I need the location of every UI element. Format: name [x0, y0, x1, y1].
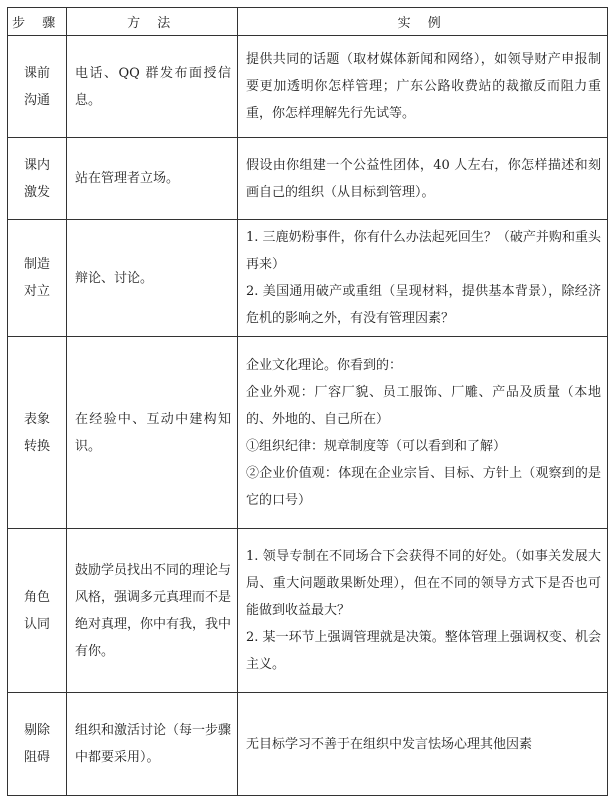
table-header-row — [8, 8, 608, 36]
step-label-line: 角色 — [23, 589, 50, 605]
teaching-methods-table — [7, 7, 608, 796]
example-paragraph: ①组织纪律：规章制度等（可以看到和了解） — [246, 438, 507, 454]
method-cell: 组织和激活讨论（每一步骤中都要采用）。 — [67, 693, 238, 796]
header-example: 实 例 — [238, 8, 608, 36]
step-label-line: 课前 — [23, 65, 50, 81]
table-row — [8, 36, 608, 138]
example-cell — [238, 220, 608, 337]
example-paragraph: 1. 三鹿奶粉事件，你有什么办法起死回生？（破产并购和重头再来） — [246, 230, 601, 272]
step-label-line: 表象 — [23, 411, 50, 427]
method-cell: 辩论、讨论。 — [67, 220, 238, 337]
step-label-line: 转换 — [23, 438, 50, 454]
table-row — [8, 529, 608, 693]
method-cell: 站在管理者立场。 — [67, 138, 238, 220]
step-label-line: 激发 — [23, 184, 50, 200]
example-paragraph: 2. 某一环节上强调管理就是决策。整体管理上强调权变、机会主义。 — [246, 630, 601, 672]
table-row — [8, 138, 608, 220]
example-paragraph: 企业外观：厂容厂貌、员工服饰、厂雕、产品及质量（本地的、外地的、自己所在） — [246, 384, 601, 427]
example-cell — [238, 36, 608, 138]
table-row — [8, 337, 608, 529]
table-row — [8, 693, 608, 796]
step-cell — [8, 138, 67, 220]
step-label-line: 对立 — [23, 284, 50, 299]
method-cell: 在经验中、互动中建构知识。 — [67, 337, 238, 529]
example-paragraph: 2. 美国通用破产或重组（呈现材料，提供基本背景），除经济危机的影响之外，有没有管理因素？ — [246, 284, 601, 326]
header-step: 步 骤 — [8, 8, 67, 36]
step-label-line: 阻碍 — [23, 750, 50, 765]
example-paragraph: 1. 领导专制在不同场合下会获得不同的好处。（如事关发展大局、重大问题敢果断处理），但在不同的领导方式下是否也可能做到收益最大？ — [246, 549, 601, 618]
example-paragraph: 企业文化理论。你看到的： — [246, 357, 403, 373]
step-label-line: 认同 — [23, 616, 50, 632]
example-paragraph: 提供共同的话题（取材媒体新闻和网络），如领导财产申报制要更加透明你怎样管理；广东公路收费站的裁撤反而阻力重重，你怎样理解先行先试等。 — [246, 52, 601, 121]
step-label-line: 制造 — [23, 257, 50, 272]
table-row — [8, 220, 608, 337]
method-cell: 鼓励学员找出不同的理论与风格，强调多元真理而不是绝对真理，你中有我，我中有你。 — [67, 529, 238, 693]
example-paragraph: ②企业价值观：体现在企业宗旨、目标、方针上（观察到的是它的口号） — [246, 465, 601, 508]
step-cell — [8, 529, 67, 693]
step-label-line: 剔除 — [23, 723, 50, 738]
step-cell — [8, 220, 67, 337]
step-cell — [8, 36, 67, 138]
step-cell — [8, 693, 67, 796]
step-label-line: 沟通 — [23, 92, 50, 108]
example-cell — [238, 337, 608, 529]
header-method: 方 法 — [67, 8, 238, 36]
example-cell — [238, 693, 608, 796]
step-cell — [8, 337, 67, 529]
example-paragraph: 假设由你组建一个公益性团体，40 人左右，你怎样描述和刻画自己的组织（从目标到管理）。 — [246, 157, 601, 200]
step-label-line: 课内 — [23, 157, 50, 173]
example-cell — [238, 138, 608, 220]
method-cell: 电话、QQ 群发布面授信息。 — [67, 36, 238, 138]
example-paragraph: 无目标学习不善于在组织中发言怯场心理其他因素 — [246, 736, 533, 752]
example-cell — [238, 529, 608, 693]
